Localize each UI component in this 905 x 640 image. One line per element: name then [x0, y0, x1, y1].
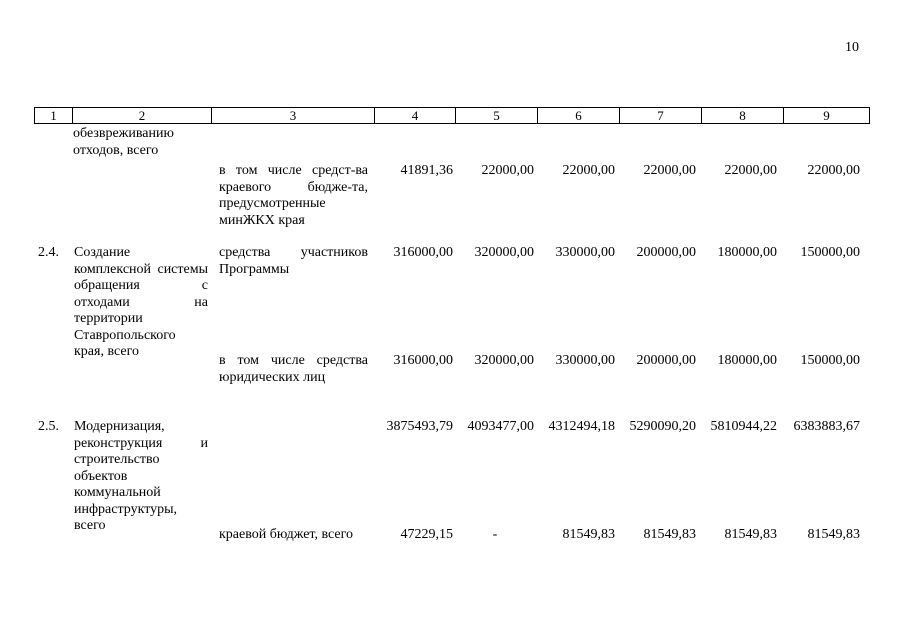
row-cont-sub-value-col6: 22000,00 — [562, 163, 615, 178]
row-2-4-source: средства участников Программы — [219, 245, 368, 277]
row-2-5-value-col8: 5810944,22 — [710, 419, 777, 434]
header-col-6: 6 — [538, 108, 620, 124]
header-col-8: 8 — [702, 108, 784, 124]
row-2-5-sub-value-col9: 81549,83 — [807, 527, 860, 542]
row-2-5-sub-value-col6: 81549,83 — [562, 527, 615, 542]
header-col-4: 4 — [375, 108, 456, 124]
row-2-5-value-col4: 3875493,79 — [386, 419, 453, 434]
row-2-5-sub-source: краевой бюджет, всего — [219, 527, 354, 542]
row-2-5-sub-value-col7: 81549,83 — [643, 527, 696, 542]
header-col-2: 2 — [73, 108, 212, 124]
page-number: 10 — [845, 40, 859, 55]
row-2-5-value-col6: 4312494,18 — [548, 419, 615, 434]
header-col-1: 1 — [35, 108, 73, 124]
row-2-5-value-col9: 6383883,67 — [793, 419, 860, 434]
row-2-5-sub-value-col5: - — [492, 527, 498, 542]
row-2-4-sub-source: в том числе средства юридических лиц — [219, 353, 368, 385]
column-number-header — [34, 107, 870, 124]
row-2-5-value-col7: 5290090,20 — [629, 419, 696, 434]
row-2-4-value-col5: 320000,00 — [474, 245, 534, 260]
header-col-5: 5 — [456, 108, 538, 124]
row-cont-sub-value-col8: 22000,00 — [724, 163, 777, 178]
row-2-4-sub-value-col5: 320000,00 — [474, 353, 534, 368]
row-2-5-number: 2.5. — [38, 419, 59, 434]
row-2-4-sub-value-col7: 200000,00 — [636, 353, 696, 368]
row-cont-sub-value-col4: 41891,36 — [400, 163, 453, 178]
row-2-5-sub-value-col8: 81549,83 — [724, 527, 777, 542]
row-2-4-value-col4: 316000,00 — [393, 245, 453, 260]
row-cont-sub-source: в том числе средст-ва краевого бюдже-та, предусмотренные минЖКХ края — [219, 163, 368, 228]
row-2-4-sub-value-col6: 330000,00 — [555, 353, 615, 368]
row-2-4-value-col6: 330000,00 — [555, 245, 615, 260]
header-col-7: 7 — [620, 108, 702, 124]
header-col-9: 9 — [784, 108, 870, 124]
row-2-4-sub-value-col8: 180000,00 — [717, 353, 777, 368]
row-2-4-name: Создание комплексной системы обращения с отходами на территории Ставропольского края, всего — [74, 245, 208, 359]
row-2-4-number: 2.4. — [38, 245, 59, 260]
row-2-5-value-col5: 4093477,00 — [467, 419, 534, 434]
row-2-4-sub-value-col4: 316000,00 — [393, 353, 453, 368]
row-2-4-value-col7: 200000,00 — [636, 245, 696, 260]
row-cont-sub-value-col5: 22000,00 — [481, 163, 534, 178]
row-cont-name: обезвреживанию отходов, всего — [73, 126, 174, 158]
row-cont-sub-value-col9: 22000,00 — [807, 163, 860, 178]
row-2-5-name: Модернизация, реконструкция и строительство объектов коммунальной инфраструктуры, всего — [74, 419, 208, 533]
row-2-4-value-col9: 150000,00 — [800, 245, 860, 260]
row-2-4-value-col8: 180000,00 — [717, 245, 777, 260]
header-col-3: 3 — [212, 108, 375, 124]
row-2-4-sub-value-col9: 150000,00 — [800, 353, 860, 368]
row-cont-sub-value-col7: 22000,00 — [643, 163, 696, 178]
row-2-5-sub-value-col4: 47229,15 — [400, 527, 453, 542]
